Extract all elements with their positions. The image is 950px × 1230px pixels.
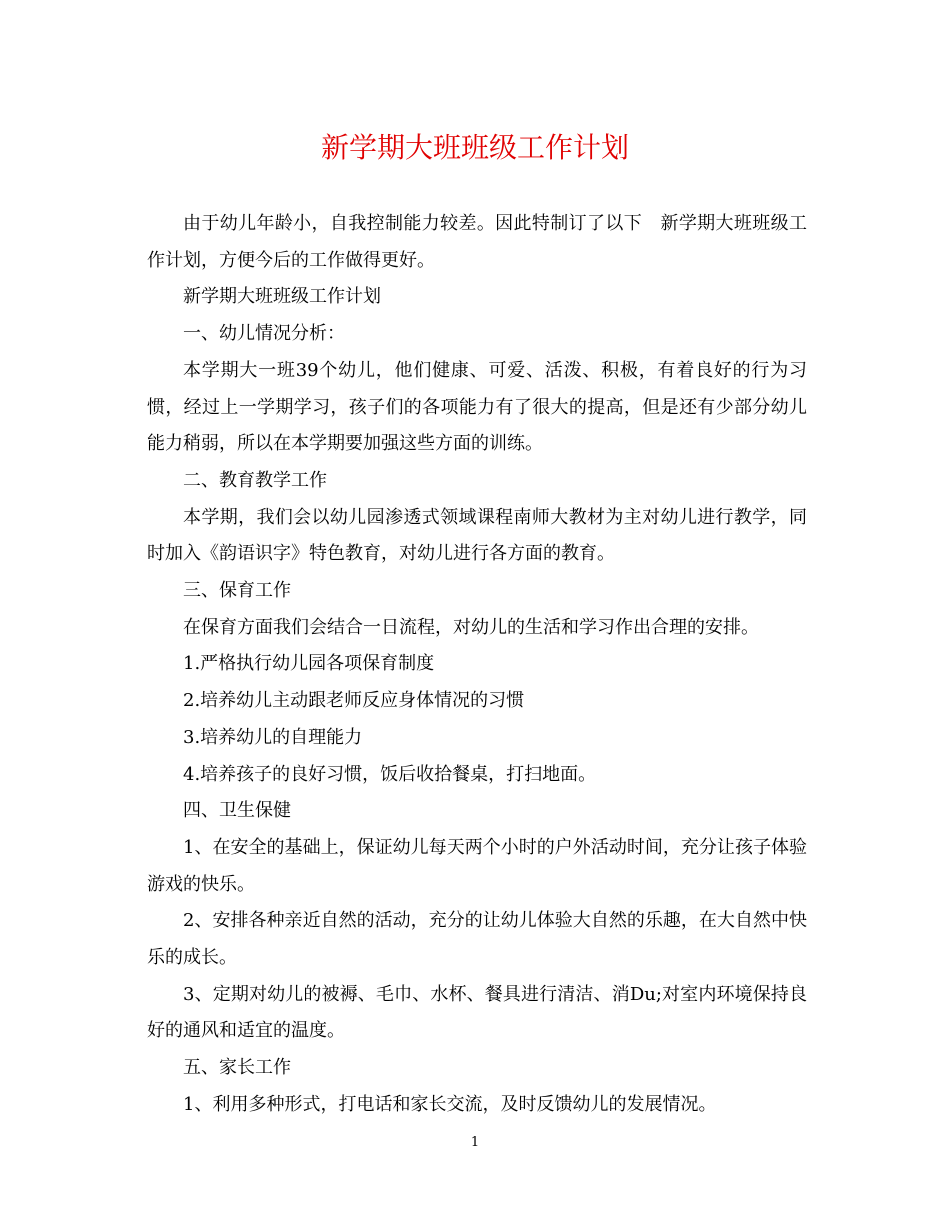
list-item-care-4: 4.培养孩子的良好习惯，饭后收拾餐桌，打扫地面。	[183, 763, 597, 785]
list-item-care-2: 2.培养幼儿主动跟老师反应身体情况的习惯	[183, 690, 525, 712]
paragraph-intro: 由于幼儿年龄小，自我控制能力较差。因此特制订了以下 新学期大班班级工作计划，方便今后的工作做得更好。	[147, 213, 807, 271]
section-heading-1: 一、幼儿情况分析：	[183, 323, 345, 345]
section-heading-5: 五、家长工作	[183, 1057, 291, 1079]
paragraph-care: 在保育方面我们会结合一日流程，对幼儿的生活和学习作出合理的安排。	[183, 616, 759, 638]
page-number: 1	[470, 1135, 480, 1150]
document-title: 新学期大班班级工作计划	[320, 131, 629, 164]
list-item-health-3: 3、定期对幼儿的被褥、毛巾、水杯、餐具进行清洁、消Du;对室内环境保持良好的通风和适宜的温度。	[147, 983, 807, 1042]
list-item-health-2: 2、安排各种亲近自然的活动，充分的让幼儿体验大自然的乐趣，在大自然中快乐的成长。	[147, 910, 807, 969]
paragraph-children-analysis: 本学期大一班39个幼儿，他们健康、可爱、活泼、积极，有着良好的行为习惯，经过上一学期学习，孩子们的各项能力有了很大的提高，但是还有少部分幼儿能力稍弱，所以在本学期要加强这些方面的训练。	[147, 359, 807, 455]
paragraph-plan-heading: 新学期大班班级工作计划	[183, 286, 381, 308]
section-heading-3: 三、保育工作	[183, 580, 291, 602]
list-item-health-1: 1、在安全的基础上，保证幼儿每天两个小时的户外活动时间，充分让孩子体验游戏的快乐。	[147, 836, 807, 895]
document-body	[147, 206, 807, 1124]
list-item-care-1: 1.严格执行幼儿园各项保育制度	[183, 653, 435, 675]
section-heading-4: 四、卫生保健	[183, 800, 291, 822]
list-item-care-3: 3.培养幼儿的自理能力	[183, 726, 363, 748]
section-heading-2: 二、教育教学工作	[183, 469, 327, 491]
paragraph-teaching: 本学期，我们会以幼儿园渗透式领域课程南师大教材为主对幼儿进行教学，同时加入《韵语识字》特色教育，对幼儿进行各方面的教育。	[147, 506, 807, 565]
list-item-parents-1: 1、利用多种形式，打电话和家长交流，及时反馈幼儿的发展情况。	[183, 1093, 717, 1115]
